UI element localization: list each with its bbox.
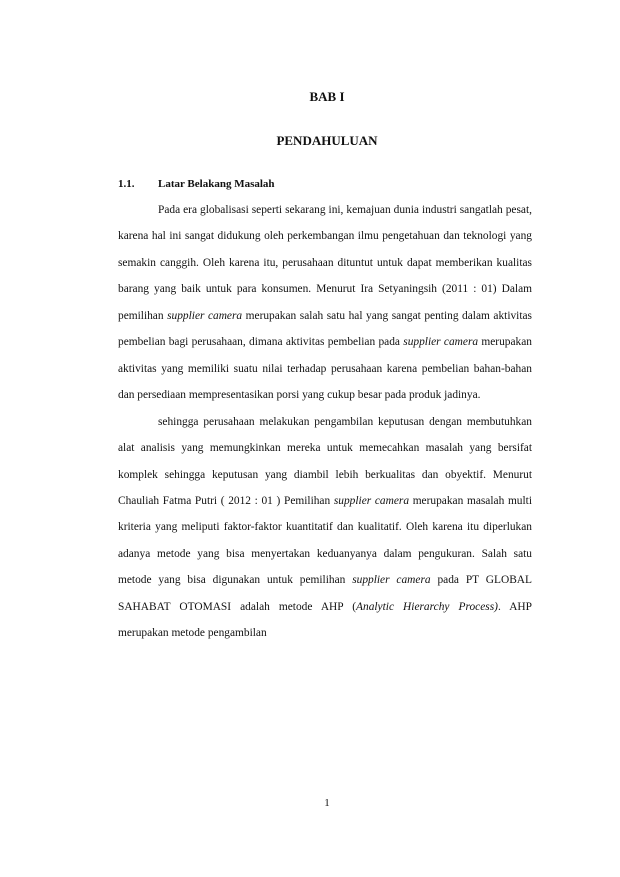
p2-text-a: sehingga perusahaan melakukan pengambilan keputusan dengan membutuhkan alat analisis yang memungkinkan mereka untuk memecahkan masalah yang bersifat komplek sehingga keputusan yang diambil lebih berkualitas dan obyektif. Menurut Chauliah Fatma Putri ( 2012 : 01 ) Pemilihan bbox=[118, 415, 532, 507]
p1-italic-d: supplier camera bbox=[403, 336, 479, 349]
page-number: 1 bbox=[324, 797, 330, 809]
p1-text-e: merupakan aktivitas yang memiliki suatu nilai terhadap perusahaan karena pembelian bahan-bahan dan persediaan mempresentasikan porsi yang cukup besar pada produk jadinya. bbox=[118, 336, 532, 402]
p2-italic-b: supplier camera bbox=[333, 494, 410, 507]
p1-italic-b: supplier camera bbox=[167, 309, 243, 322]
section-heading bbox=[118, 178, 275, 190]
p2-italic-d: supplier camera bbox=[352, 574, 431, 587]
paragraph-1 bbox=[118, 197, 532, 409]
section-number: 1.1. bbox=[118, 178, 135, 190]
p1-text-a: Pada era globalisasi seperti sekarang ini, kemajuan dunia industri sangatlah pesat, karena hal ini sangat didukung oleh perkembangan ilmu pengetahuan dan teknologi yang semakin canggih. Oleh karena itu, perusahaan dituntut untuk dapat memberikan kualitas barang yang baik untuk para konsumen. Menurut Ira Setyaningsih (2011 : 01) Dalam pemilihan bbox=[118, 204, 532, 322]
p2-italic-f: Analytic Hierarchy Process) bbox=[356, 600, 498, 613]
chapter-heading: BAB I bbox=[309, 89, 345, 104]
body-text bbox=[118, 197, 532, 647]
p1-text-c: merupakan salah satu hal yang sangat penting dalam aktivitas pembelian bagi perusahaan, dimana aktivitas pembelian pada bbox=[118, 309, 532, 349]
p2-text-e: pada PT GLOBAL SAHABAT OTOMASI adalah metode AHP ( bbox=[118, 574, 532, 613]
section-title: Latar Belakang Masalah bbox=[158, 178, 275, 190]
p2-text-g: . AHP merupakan metode pengambilan bbox=[118, 600, 532, 640]
paragraph-2 bbox=[118, 409, 532, 647]
chapter-title: PENDAHULUAN bbox=[276, 133, 378, 148]
p2-text-c: merupakan masalah multi kriteria yang meliputi faktor-faktor kuantitatif dan kualitatif. Oleh karena itu diperlukan adanya metode yang bisa menyertakan keduanyanya dalam pengukuran. Salah satu metode yang bisa digunakan untuk pemilihan bbox=[118, 494, 532, 587]
